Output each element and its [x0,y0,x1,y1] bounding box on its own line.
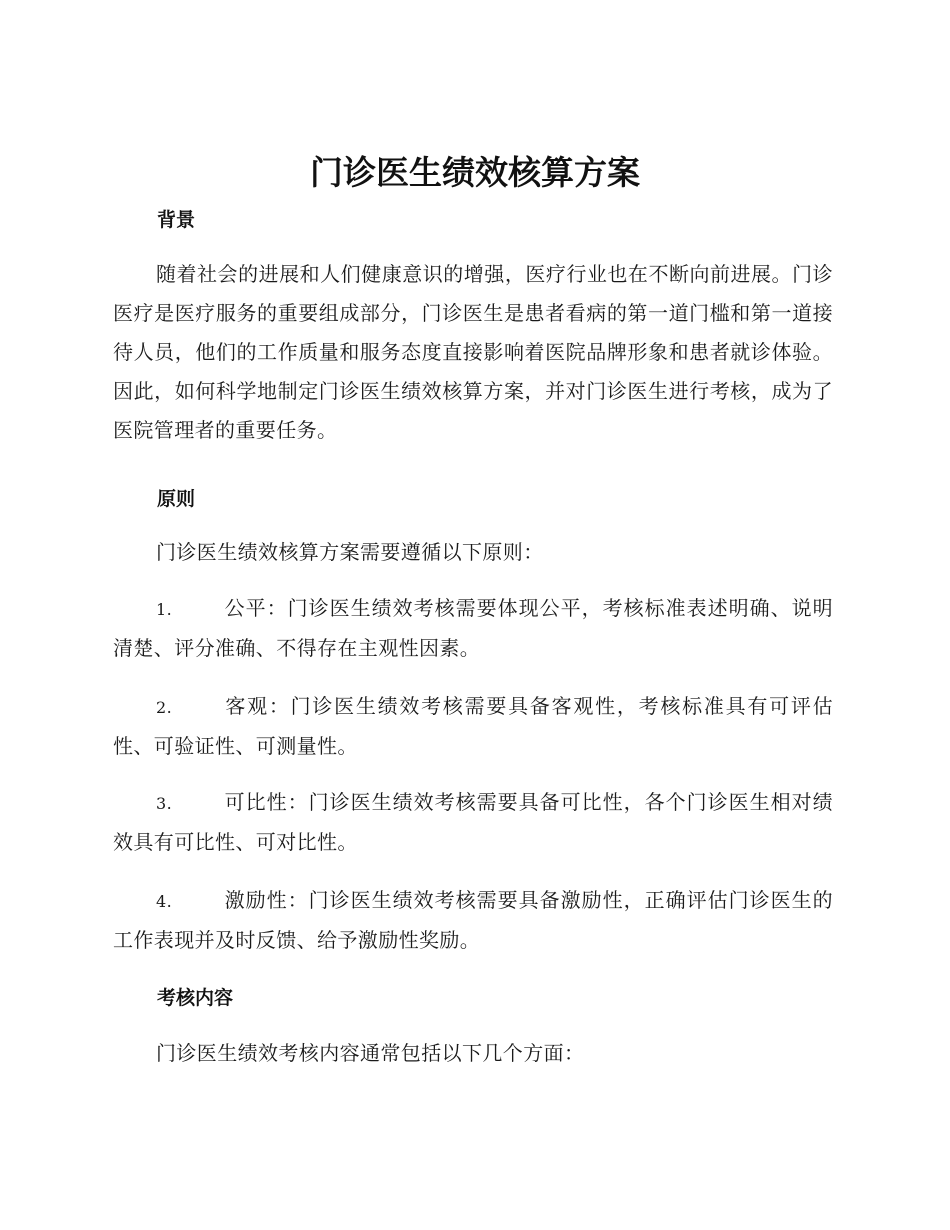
list-text: 激励性：门诊医生绩效考核需要具备激励性，正确评估门诊医生的工作表现并及时反馈、给予激励性奖励。 [113,888,833,952]
section-heading-background: 背景 [157,209,196,231]
principle-item-2 [113,687,833,766]
principles-intro: 门诊医生绩效核算方案需要遵循以下原则： [156,540,544,564]
list-text: 客观：门诊医生绩效考核需要具备客观性，考核标准具有可评估性、可验证性、可测量性。 [113,694,833,758]
list-number: 4. [156,892,173,911]
list-text: 公平：门诊医生绩效考核需要体现公平，考核标准表述明确、说明清楚、评分准确、不得存在主观性因素。 [113,596,833,660]
section-heading-content: 考核内容 [157,987,234,1009]
list-text: 可比性：门诊医生绩效考核需要具备可比性，各个门诊医生相对绩效具有可比性、可对比性。 [113,790,833,854]
principle-item-4 [113,881,833,960]
section-heading-principles: 原则 [157,488,196,510]
background-paragraph: 随着社会的进展和人们健康意识的增强，医疗行业也在不断向前进展。门诊医疗是医疗服务的重要组成部分，门诊医生是患者看病的第一道门槛和第一道接待人员，他们的工作质量和服务态度直接影响着医院品牌形象和患者就诊体验。因此，如何科学地制定门诊医生绩效核算方案，并对门诊医生进行考核，成为了医院管理者的重要任务。 [113,262,833,442]
document-title: 门诊医生绩效核算方案 [310,153,640,192]
principle-item-3 [113,783,833,862]
principle-item-1 [113,589,833,668]
list-number: 2. [156,698,173,717]
content-intro: 门诊医生绩效考核内容通常包括以下几个方面： [156,1041,585,1065]
list-number: 1. [156,600,173,619]
list-number: 3. [156,794,173,813]
